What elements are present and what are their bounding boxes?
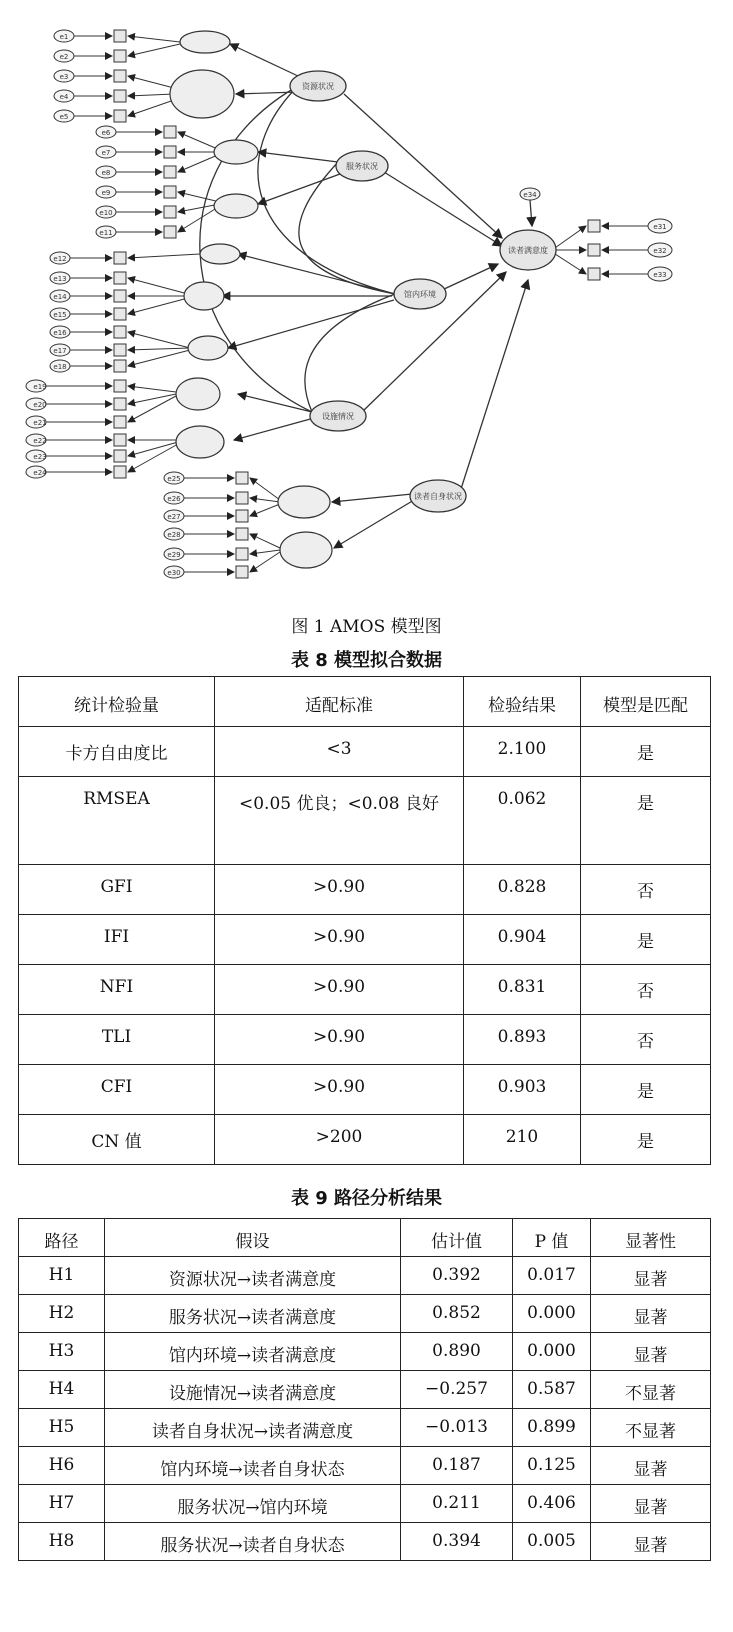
error-label: e19	[33, 383, 47, 391]
table-cell: H4	[19, 1371, 105, 1409]
error-label: e13	[53, 275, 67, 283]
error-label: e33	[653, 271, 667, 279]
error-label: e28	[167, 531, 181, 539]
table-cell: −0.013	[401, 1409, 513, 1447]
table-cell: >0.90	[215, 1065, 464, 1115]
amos-model-diagram	[33, 14, 700, 610]
table-cell: 0.394	[401, 1523, 513, 1561]
table-cell: 0.187	[401, 1447, 513, 1485]
table-header-cell: 路径	[19, 1219, 105, 1257]
table-cell: 210	[464, 1115, 581, 1165]
table-cell: 显著	[591, 1447, 711, 1485]
table-cell: 否	[581, 1015, 711, 1065]
error-label: e29	[167, 551, 181, 559]
table-row	[19, 777, 711, 865]
table-cell: 服务状况→馆内环境	[105, 1485, 401, 1523]
table-row	[19, 1523, 711, 1561]
table-cell: 0.062	[464, 777, 581, 865]
error-labels	[33, 33, 666, 577]
error-label: e2	[59, 53, 69, 61]
table-cell: 0.893	[464, 1015, 581, 1065]
table-cell: −0.257	[401, 1371, 513, 1409]
table-cell: 0.904	[464, 915, 581, 965]
table-row	[19, 1115, 711, 1165]
table-header-cell: 假设	[105, 1219, 401, 1257]
factor-paths	[222, 44, 414, 548]
table-row	[19, 1371, 711, 1409]
error-label: e1	[59, 33, 69, 41]
error-label: e22	[33, 437, 47, 445]
error-label: e7	[101, 149, 111, 157]
table-header-cell: P 值	[513, 1219, 591, 1257]
table-cell: <3	[215, 727, 464, 777]
error-label: e34	[523, 191, 537, 199]
error-label: e12	[53, 255, 67, 263]
factor-ellipses	[170, 31, 332, 568]
table-cell: 不显著	[591, 1409, 711, 1447]
table-cell: 0.125	[513, 1447, 591, 1485]
table-cell: >0.90	[215, 1015, 464, 1065]
error-label: e8	[101, 169, 111, 177]
table-row	[19, 1333, 711, 1371]
table-cell: IFI	[19, 915, 215, 965]
table-cell: 显著	[591, 1333, 711, 1371]
table-header-cell: 适配标准	[215, 677, 464, 727]
table-row	[19, 1409, 711, 1447]
table-cell: H1	[19, 1257, 105, 1295]
error-label: e20	[33, 401, 47, 409]
table-header-row	[19, 677, 711, 727]
latent-label-resource: 资源状况	[302, 82, 334, 91]
table-cell: 否	[581, 965, 711, 1015]
table-cell: 馆内环境→读者满意度	[105, 1333, 401, 1371]
figure-caption: 图 1 AMOS 模型图	[291, 617, 442, 637]
table-row	[19, 727, 711, 777]
table-row	[19, 1485, 711, 1523]
table-cell: >0.90	[215, 965, 464, 1015]
table-header-row	[19, 1219, 711, 1257]
path-analysis-table	[18, 1218, 711, 1561]
table-cell: 0.831	[464, 965, 581, 1015]
error-label: e3	[59, 73, 69, 81]
table-cell: 0.392	[401, 1257, 513, 1295]
table9-title: 表 9 路径分析结果	[290, 1188, 443, 1209]
table-cell: GFI	[19, 865, 215, 915]
table-cell: >0.90	[215, 865, 464, 915]
table-cell: 0.000	[513, 1333, 591, 1371]
table-cell: H8	[19, 1523, 105, 1561]
table-cell: 否	[581, 865, 711, 915]
error-label: e5	[59, 113, 69, 121]
latent-label-satisfaction: 读者满意度	[508, 246, 548, 255]
table-cell: TLI	[19, 1015, 215, 1065]
table-cell: 2.100	[464, 727, 581, 777]
latent-label-service: 服务状况	[346, 162, 378, 171]
error-label: e9	[101, 189, 111, 197]
table-cell: 0.005	[513, 1523, 591, 1561]
table-cell: 显著	[591, 1257, 711, 1295]
table-cell: 是	[581, 777, 711, 865]
table-cell: 是	[581, 727, 711, 777]
table-header-cell: 显著性	[591, 1219, 711, 1257]
error-arrows	[46, 36, 648, 572]
table-cell: 0.587	[513, 1371, 591, 1409]
table-cell: 服务状况→读者自身状态	[105, 1523, 401, 1561]
table-cell: 显著	[591, 1523, 711, 1561]
table-cell: H7	[19, 1485, 105, 1523]
table-cell: 是	[581, 915, 711, 965]
table-cell: >0.90	[215, 915, 464, 965]
table-cell: H5	[19, 1409, 105, 1447]
table-cell: 0.211	[401, 1485, 513, 1523]
table-cell: 0.899	[513, 1409, 591, 1447]
table-row	[19, 915, 711, 965]
table-cell: 服务状况→读者满意度	[105, 1295, 401, 1333]
table-row	[19, 1447, 711, 1485]
error-label: e16	[53, 329, 67, 337]
latent-label-environment: 馆内环境	[404, 290, 436, 299]
table-cell: >200	[215, 1115, 464, 1165]
error-label: e31	[653, 223, 667, 231]
table-cell: 显著	[591, 1485, 711, 1523]
indicator-boxes	[26, 30, 672, 578]
error-label: e21	[33, 419, 47, 427]
table-row	[19, 1015, 711, 1065]
table-cell: 0.828	[464, 865, 581, 915]
table-header-cell: 统计检验量	[19, 677, 215, 727]
error-label: e15	[53, 311, 67, 319]
table-cell: 是	[581, 1115, 711, 1165]
error-label: e17	[53, 347, 67, 355]
table-cell: CN 值	[19, 1115, 215, 1165]
amos-model-svg	[33, 14, 700, 610]
table-cell: 0.406	[513, 1485, 591, 1523]
table-cell: 0.890	[401, 1333, 513, 1371]
table-cell: CFI	[19, 1065, 215, 1115]
table-row	[19, 1257, 711, 1295]
error-label: e26	[167, 495, 181, 503]
error-label: e24	[33, 469, 47, 477]
table-cell: 0.017	[513, 1257, 591, 1295]
error-label: e11	[99, 229, 113, 237]
table-row	[19, 965, 711, 1015]
error-label: e25	[167, 475, 181, 483]
table-cell: RMSEA	[19, 777, 215, 865]
table-cell: 馆内环境→读者自身状态	[105, 1447, 401, 1485]
table-cell: 0.000	[513, 1295, 591, 1333]
table-header-cell: 模型是匹配	[581, 677, 711, 727]
error-label: e23	[33, 453, 47, 461]
table-cell: H3	[19, 1333, 105, 1371]
table-cell: 是	[581, 1065, 711, 1115]
table-row	[19, 865, 711, 915]
latent-label-facility: 设施情况	[322, 412, 354, 421]
table-cell: 不显著	[591, 1371, 711, 1409]
table-cell: 0.852	[401, 1295, 513, 1333]
table-cell: H6	[19, 1447, 105, 1485]
latent-labels	[302, 81, 548, 501]
error-label: e14	[53, 293, 67, 301]
error-label: e4	[59, 93, 69, 101]
table-header-cell: 估计值	[401, 1219, 513, 1257]
table-cell: NFI	[19, 965, 215, 1015]
error-label: e6	[101, 129, 111, 137]
table-cell: H2	[19, 1295, 105, 1333]
error-label: e18	[53, 363, 67, 371]
table8-title: 表 8 模型拟合数据	[290, 650, 443, 671]
error-label: e27	[167, 513, 181, 521]
table-cell: 0.903	[464, 1065, 581, 1115]
table-row	[19, 1065, 711, 1115]
latent-label-reader-self: 读者自身状况	[414, 492, 462, 501]
table-cell: 读者自身状况→读者满意度	[105, 1409, 401, 1447]
table-cell: 设施情况→读者满意度	[105, 1371, 401, 1409]
error-label: e10	[99, 209, 113, 217]
error-label: e30	[167, 569, 181, 577]
table-header-cell: 检验结果	[464, 677, 581, 727]
model-fit-table	[18, 676, 711, 1165]
table-cell: <0.05 优良；<0.08 良好	[215, 777, 464, 865]
error-label: e32	[653, 247, 667, 255]
table-cell: 显著	[591, 1295, 711, 1333]
table-cell: 资源状况→读者满意度	[105, 1257, 401, 1295]
table-cell: 卡方自由度比	[19, 727, 215, 777]
table-row	[19, 1295, 711, 1333]
